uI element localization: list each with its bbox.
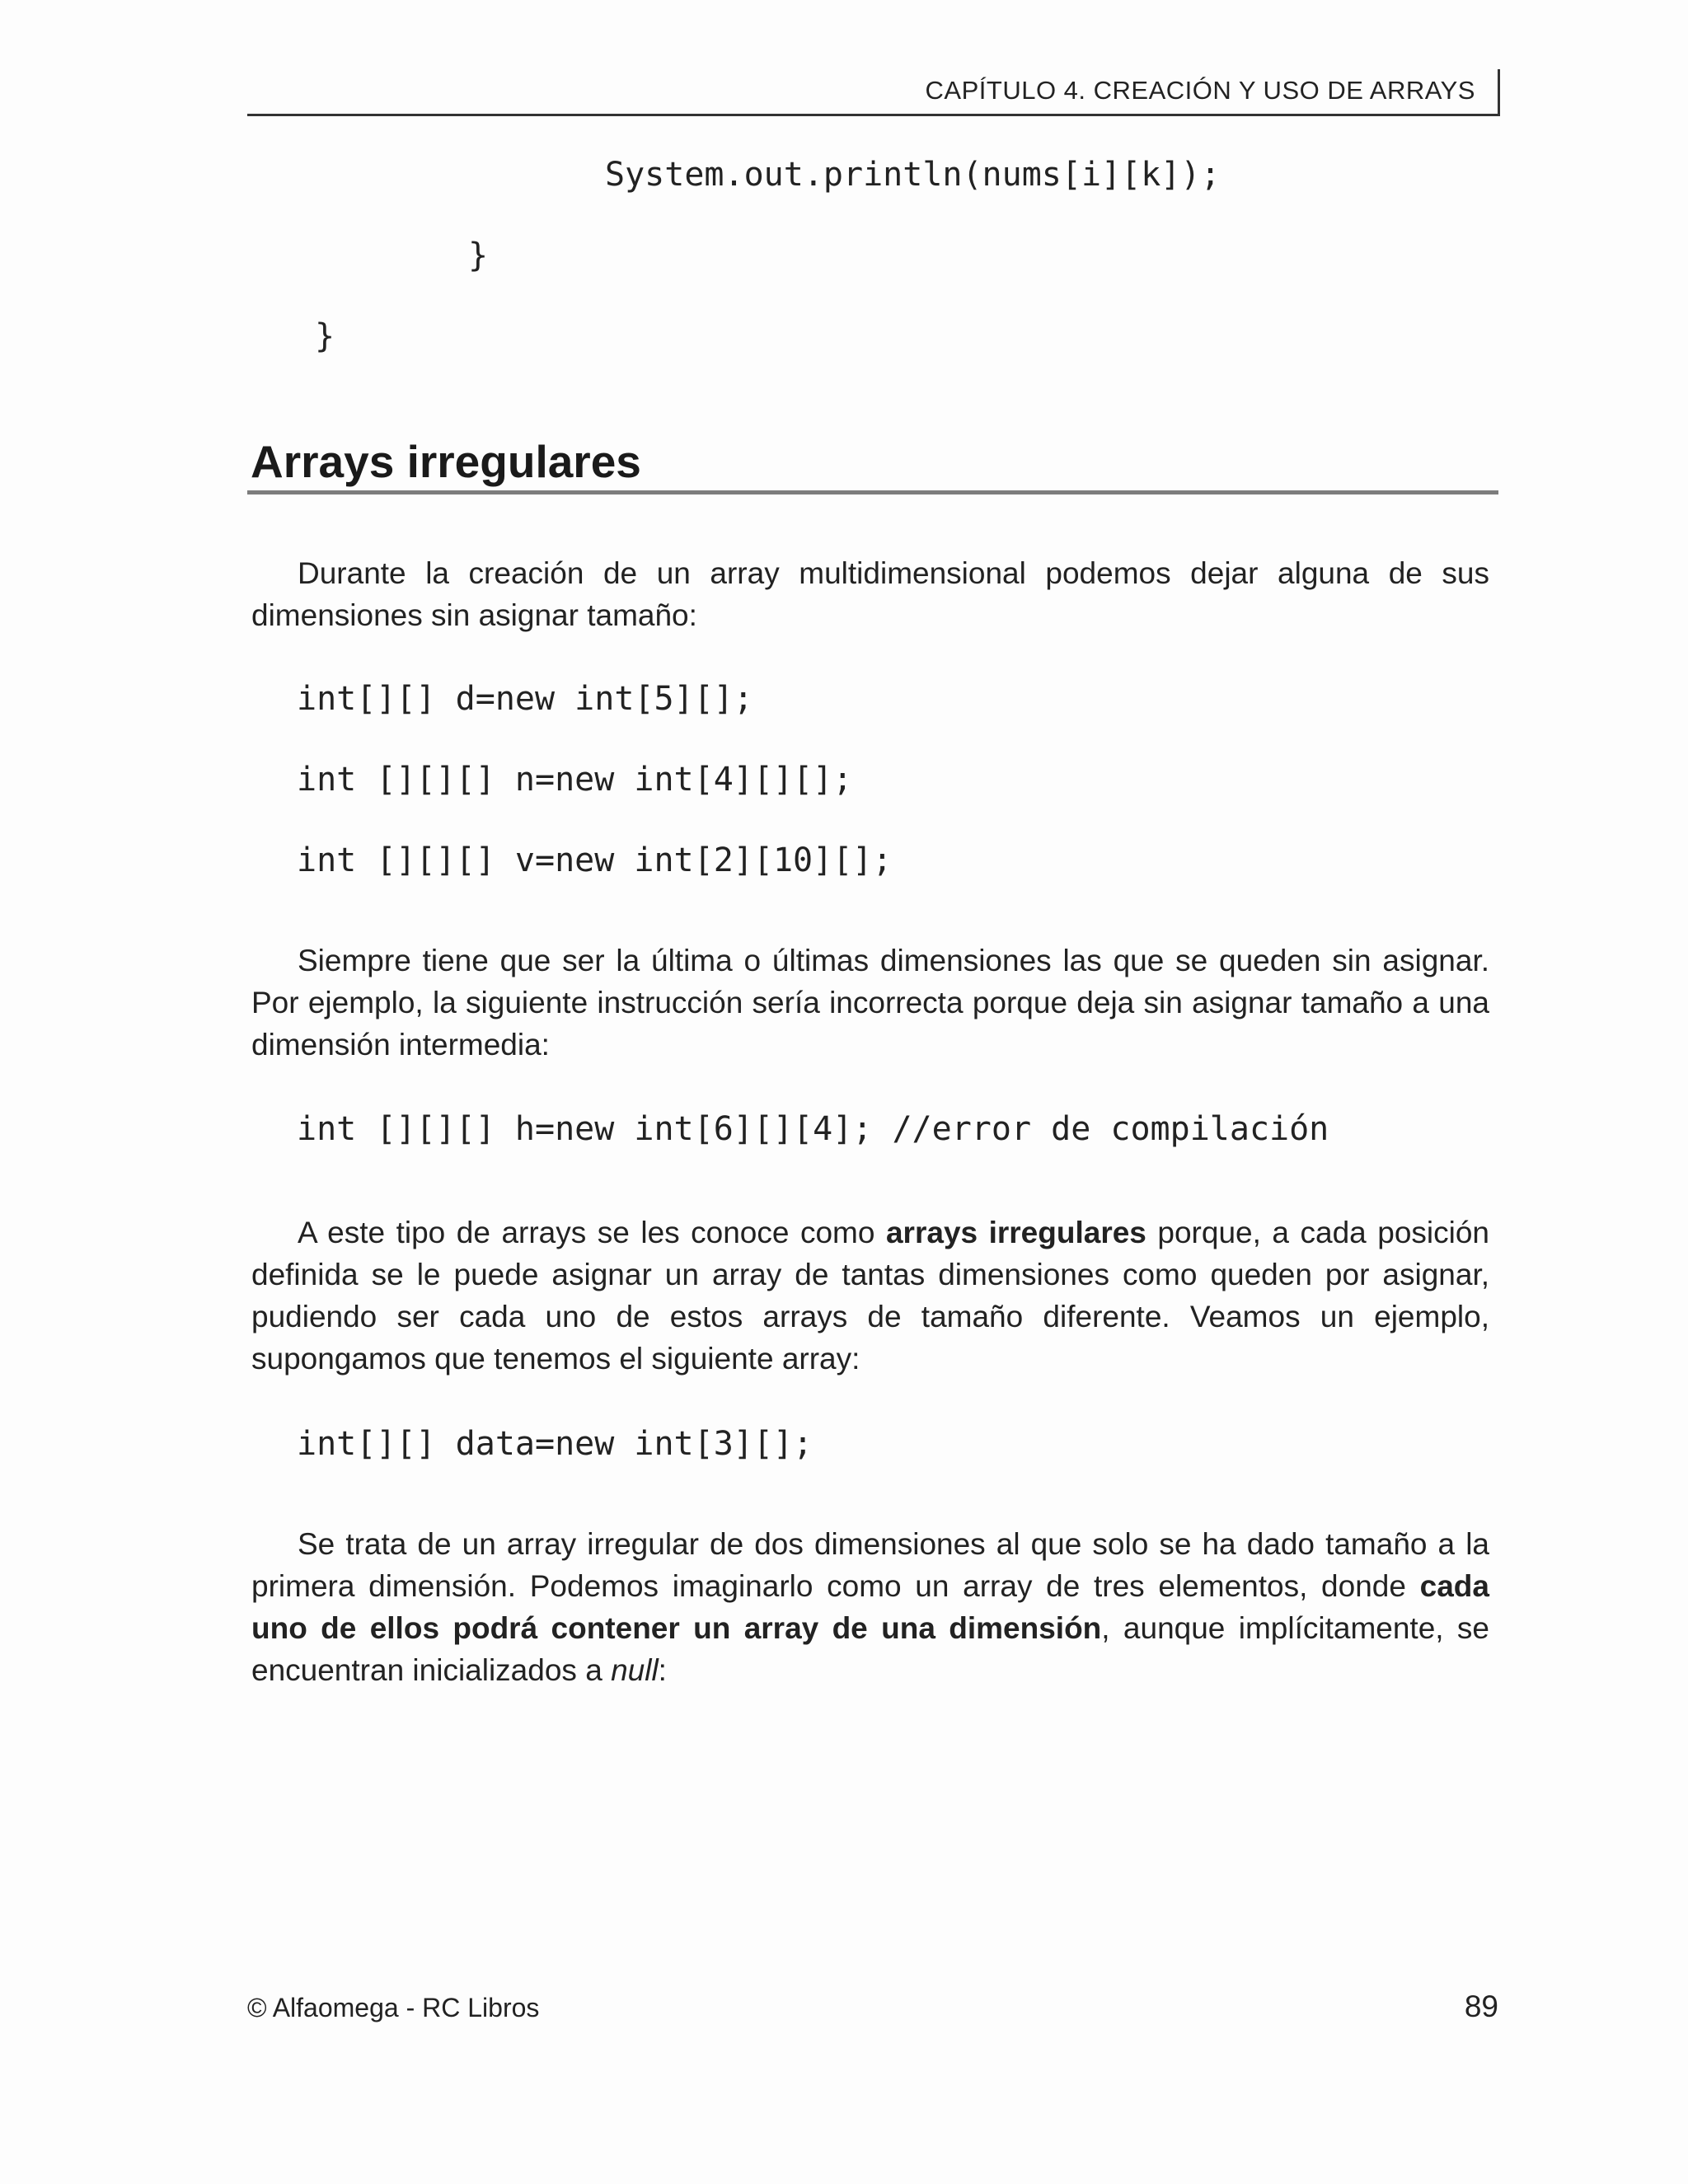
code-line-println: System.out.println(nums[i][k]); bbox=[605, 156, 1221, 194]
code-example-2: int [][][] n=new int[4][][]; bbox=[297, 761, 853, 799]
code-example-4: int [][][] h=new int[6][][4]; //error de compilación bbox=[297, 1110, 1329, 1148]
paragraph-4 bbox=[251, 1523, 1489, 1691]
footer-page-number: 89 bbox=[1464, 1990, 1498, 2023]
paragraph-2: Siempre tiene que ser la última o últimas dimensiones las que se queden sin asignar. Por ejemplo, la siguiente instrucción sería incorrecta porque deja sin asignar tamaño a una dimensión intermedia: bbox=[251, 944, 1489, 1062]
paragraph-3-text-a: A este tipo de arrays se les conoce como bbox=[298, 1216, 886, 1249]
paragraph-1: Durante la creación de un array multidimensional podemos dejar alguna de sus dimensiones sin asignar tamaño: bbox=[251, 556, 1489, 632]
code-line-inner-brace: } bbox=[468, 237, 489, 274]
code-example-3: int [][][] v=new int[2][10][]; bbox=[297, 841, 893, 879]
running-header-title: CAPÍTULO 4. CREACIÓN Y USO DE ARRAYS bbox=[925, 76, 1475, 105]
code-line-outer-brace: } bbox=[315, 317, 335, 355]
section-heading: Arrays irregulares bbox=[251, 436, 641, 487]
code-example-1: int[][] d=new int[5][]; bbox=[297, 680, 753, 718]
paragraph-4-text-a: Se trata de un array irregular de dos dimensiones al que solo se ha dado tamaño a la primera dimensión. Podemos imaginarlo como un array de tres elementos, donde bbox=[251, 1527, 1489, 1603]
paragraph-3-bold-term: arrays irregulares bbox=[885, 1216, 1146, 1249]
paragraph-4-text-b: , aunque implícitamente, se encuentran inicializados a bbox=[251, 1611, 1489, 1687]
heading-underline bbox=[247, 490, 1498, 494]
header-vertical-rule bbox=[1498, 69, 1500, 115]
footer-copyright: © Alfaomega - RC Libros bbox=[247, 1993, 540, 2022]
code-example-5: int[][] data=new int[3][]; bbox=[297, 1425, 814, 1463]
running-header bbox=[247, 66, 1500, 116]
paragraph-3-text-b: porque, a cada posición definida se le puede asignar un array de tantas dimensiones como queden por asignar, pudiendo ser cada uno de estos arrays de tamaño diferente. Veamos un ejemplo, supongamos que tenemos el siguiente array: bbox=[251, 1216, 1489, 1376]
paragraph-4-text-c: : bbox=[658, 1653, 667, 1687]
paragraph-4-bold-phrase: cada uno de ellos podrá contener un array de una dimensión bbox=[251, 1569, 1489, 1645]
paragraph-4-italic-null: null bbox=[611, 1653, 659, 1687]
paragraph-3 bbox=[251, 1212, 1489, 1380]
